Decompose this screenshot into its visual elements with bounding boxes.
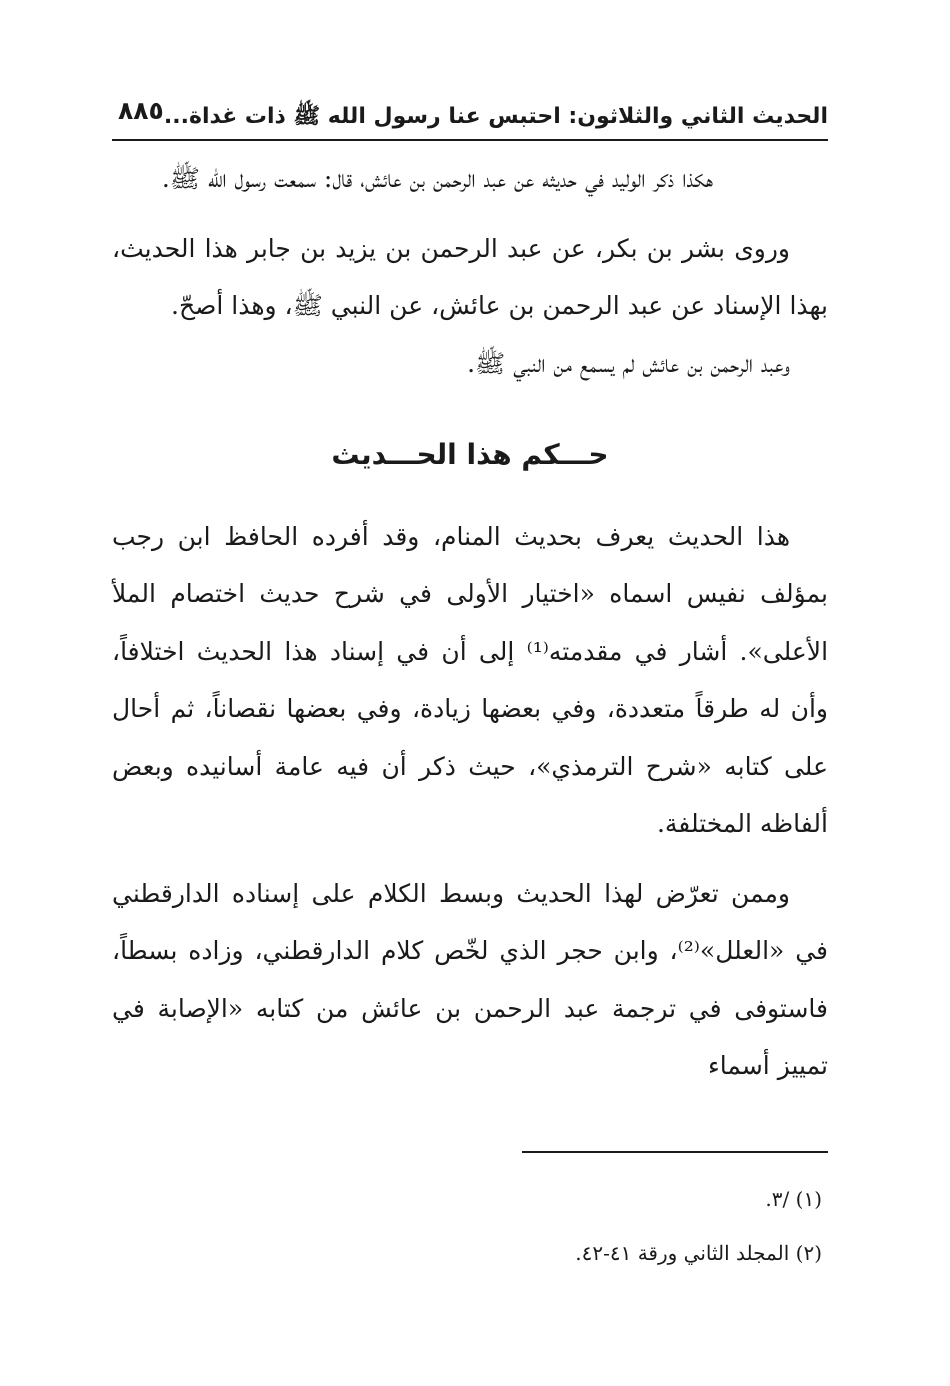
paragraph-3: وعبد الرحمن بن عائش لم يسمع من النبي ﷺ. <box>467 348 790 378</box>
paragraph-1: هكذا ذكر الوليد في حديثه عن عبد الرحمن بن عائش، قال: سمعت رسول الله ﷺ. <box>161 164 713 193</box>
paragraph-4: هذا الحديث يعرف بحديث المنام، وقد أفرده الحافظ ابن رجب بمؤلف نفيس اسماه «اختيار الأولى في شرح حديث اختصام الملأ الأعلى». أشار في مقدمته⁽¹⁾ إلى أن في إسناد هذا الحديث اختلافاً، وأن له طرقاً متعددة، وفي بعضها زيادة، وفي بعضها نقصاناً، ثم أحال على كتابه «شرح الترمذي»، حيث ذكر أن فيه عامة أسانيده وبعض ألفاظه المختلفة. <box>112 521 829 838</box>
footnote-1: (١) /٣. <box>765 1187 822 1211</box>
running-title: الحديث الثاني والثلاثون: احتبس عنا رسول الله ﷺ ذات غداة... <box>163 104 828 129</box>
section-heading: حـــكم هذا الحـــديث <box>331 438 609 471</box>
page-header <box>112 92 828 136</box>
paragraph-5: وممن تعرّض لهذا الحديث وبسط الكلام على إسناده الدارقطني في «العلل»⁽²⁾، وابن حجر الذي لخّص كلام الدارقطني، وزاده بسطاً، فاستوفى في ترجمة عبد الرحمن بن عائش من كتابه «الإصابة في تمييز أسماء <box>112 878 828 1080</box>
header-rule <box>112 139 828 141</box>
footnote-2: (٢) المجلد الثاني ورقة ٤١-٤٢. <box>575 1241 822 1265</box>
page-number: ٨٨٥ <box>118 96 164 125</box>
footnotes <box>112 1172 822 1280</box>
paragraph-2: وروى بشر بن بكر، عن عبد الرحمن بن يزيد بن جابر هذا الحديث، بهذا الإسناد عن عبد الرحمن بن عائش، عن النبي ﷺ، وهذا أصحّ. <box>112 233 828 320</box>
main-text <box>112 150 828 1095</box>
footnote-rule <box>522 1151 828 1153</box>
